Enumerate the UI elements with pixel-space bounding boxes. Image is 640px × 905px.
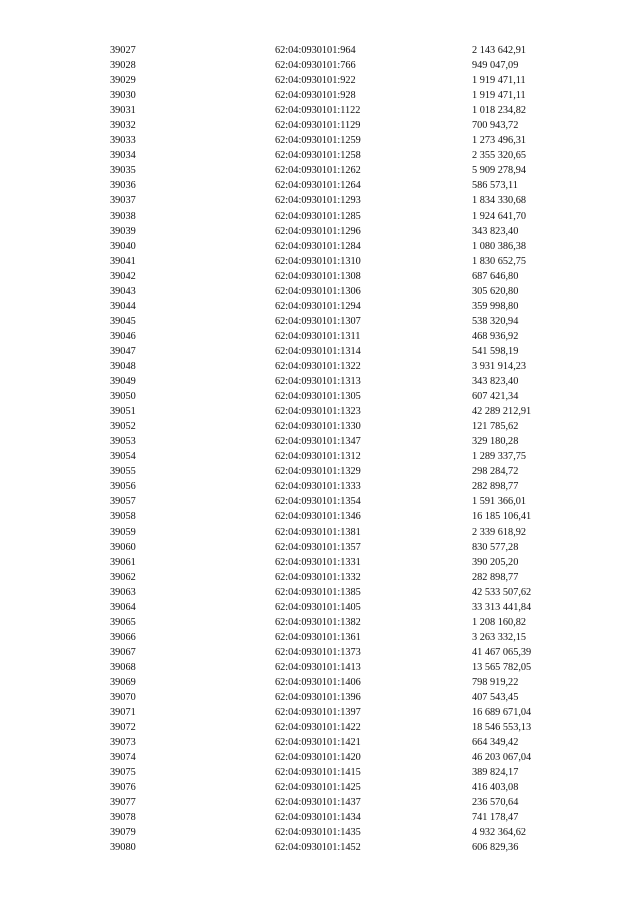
cadastral-value-cell: 16 689 671,04 (472, 707, 532, 719)
table-row (110, 825, 582, 840)
cadastral-value-cell: 407 543,45 (472, 692, 519, 704)
cadastral-number-cell: 62:04:0930101:1373 (275, 646, 361, 658)
cadastral-value-cell: 305 620,80 (472, 285, 519, 297)
row-number-cell: 39061 (110, 556, 136, 568)
row-number-cell: 39073 (110, 737, 136, 749)
table-row (110, 269, 582, 284)
cadastral-number-cell: 62:04:0930101:1264 (275, 180, 361, 192)
row-number-cell: 39045 (110, 315, 136, 327)
table-row (110, 555, 582, 570)
table-row (110, 720, 582, 735)
table-row (110, 284, 582, 299)
row-number-cell: 39074 (110, 752, 136, 764)
cadastral-number-cell: 62:04:0930101:1405 (275, 601, 361, 613)
row-number-cell: 39039 (110, 225, 136, 237)
row-number-cell: 39042 (110, 270, 136, 282)
row-number-cell: 39075 (110, 767, 136, 779)
row-number-cell: 39068 (110, 661, 136, 673)
cadastral-number-cell: 62:04:0930101:1284 (275, 240, 361, 252)
cadastral-value-cell: 343 823,40 (472, 376, 519, 388)
cadastral-number-cell: 62:04:0930101:922 (275, 75, 356, 87)
table-row (110, 404, 582, 419)
cadastral-value-cell: 4 932 364,62 (472, 827, 527, 839)
table-row (110, 585, 582, 600)
row-number-cell: 39038 (110, 210, 136, 222)
table-row (110, 73, 582, 88)
row-number-cell: 39036 (110, 180, 136, 192)
row-number-cell: 39034 (110, 150, 136, 162)
cadastral-number-cell: 62:04:0930101:1382 (275, 616, 361, 628)
cadastral-number-cell: 62:04:0930101:1305 (275, 391, 361, 403)
row-number-cell: 39070 (110, 692, 136, 704)
cadastral-value-cell: 538 320,94 (472, 315, 519, 327)
table-row (110, 660, 582, 675)
row-number-cell: 39064 (110, 601, 136, 613)
table-row (110, 193, 582, 208)
cadastral-value-cell: 359 998,80 (472, 300, 519, 312)
table-row (110, 163, 582, 178)
row-number-cell: 39078 (110, 812, 136, 824)
cadastral-value-cell: 798 919,22 (472, 676, 519, 688)
cadastral-number-cell: 62:04:0930101:1354 (275, 496, 361, 508)
row-number-cell: 39037 (110, 195, 136, 207)
row-number-cell: 39044 (110, 300, 136, 312)
table-row (110, 329, 582, 344)
table-row (110, 209, 582, 224)
row-number-cell: 39059 (110, 526, 136, 538)
cadastral-value-cell: 586 573,11 (472, 180, 518, 192)
cadastral-number-cell: 62:04:0930101:1313 (275, 376, 361, 388)
cadastral-number-cell: 62:04:0930101:1308 (275, 270, 361, 282)
table-row (110, 239, 582, 254)
cadastral-number-cell: 62:04:0930101:1415 (275, 767, 361, 779)
cadastral-number-cell: 62:04:0930101:1435 (275, 827, 361, 839)
cadastral-value-cell: 664 349,42 (472, 737, 519, 749)
cadastral-number-cell: 62:04:0930101:1347 (275, 436, 361, 448)
cadastral-value-cell: 282 898,77 (472, 481, 519, 493)
row-number-cell: 39077 (110, 797, 136, 809)
table-row (110, 494, 582, 509)
cadastral-value-cell: 18 546 553,13 (472, 722, 532, 734)
row-number-cell: 39050 (110, 391, 136, 403)
cadastral-value-cell: 541 598,19 (472, 345, 519, 357)
table-row (110, 58, 582, 73)
cadastral-value-cell: 741 178,47 (472, 812, 519, 824)
row-number-cell: 39051 (110, 406, 136, 418)
table-row (110, 88, 582, 103)
cadastral-value-cell: 5 909 278,94 (472, 165, 527, 177)
cadastral-value-cell: 2 143 642,91 (472, 45, 527, 56)
cadastral-value-cell: 121 785,62 (472, 421, 519, 433)
row-number-cell: 39047 (110, 345, 136, 357)
row-number-cell: 39071 (110, 707, 136, 719)
table-row (110, 765, 582, 780)
row-number-cell: 39054 (110, 451, 136, 463)
row-number-cell: 39072 (110, 722, 136, 734)
cadastral-value-cell: 46 203 067,04 (472, 752, 532, 764)
row-number-cell: 39066 (110, 631, 136, 643)
row-number-cell: 39046 (110, 330, 136, 342)
table-row (110, 645, 582, 660)
cadastral-number-cell: 62:04:0930101:1385 (275, 586, 361, 598)
row-number-cell: 39057 (110, 496, 136, 508)
cadastral-number-cell: 62:04:0930101:964 (275, 45, 356, 56)
cadastral-number-cell: 62:04:0930101:1331 (275, 556, 361, 568)
table-row (110, 449, 582, 464)
row-number-cell: 39032 (110, 120, 136, 132)
cadastral-number-cell: 62:04:0930101:1396 (275, 692, 361, 704)
table-row (110, 43, 582, 58)
table-row (110, 840, 582, 855)
cadastral-number-cell: 62:04:0930101:1421 (275, 737, 361, 749)
cadastral-value-cell: 949 047,09 (472, 60, 519, 72)
row-number-cell: 39060 (110, 541, 136, 553)
table-row (110, 690, 582, 705)
cadastral-value-cell: 416 403,08 (472, 782, 519, 794)
cadastral-number-cell: 62:04:0930101:1129 (275, 120, 361, 132)
table-row (110, 780, 582, 795)
table-row (110, 600, 582, 615)
cadastral-value-cell: 41 467 065,39 (472, 646, 532, 658)
cadastral-number-cell: 62:04:0930101:1312 (275, 451, 361, 463)
cadastral-number-cell: 62:04:0930101:1314 (275, 345, 361, 357)
cadastral-number-cell: 62:04:0930101:1346 (275, 511, 361, 523)
cadastral-value-cell: 1 919 471,11 (472, 75, 526, 87)
table-row (110, 525, 582, 540)
cadastral-number-cell: 62:04:0930101:1332 (275, 571, 361, 583)
row-number-cell: 39080 (110, 842, 136, 854)
table-row (110, 344, 582, 359)
table-row (110, 434, 582, 449)
row-number-cell: 39055 (110, 466, 136, 478)
row-number-cell: 39030 (110, 90, 136, 102)
row-number-cell: 39076 (110, 782, 136, 794)
cadastral-number-cell: 62:04:0930101:1259 (275, 135, 361, 147)
cadastral-number-cell: 62:04:0930101:928 (275, 90, 356, 102)
cadastral-value-cell: 13 565 782,05 (472, 661, 532, 673)
table-row (110, 224, 582, 239)
table-row (110, 178, 582, 193)
cadastral-number-cell: 62:04:0930101:1329 (275, 466, 361, 478)
cadastral-number-cell: 62:04:0930101:1122 (275, 105, 361, 117)
cadastral-number-cell: 62:04:0930101:1452 (275, 842, 361, 854)
table-row (110, 374, 582, 389)
cadastral-number-cell: 62:04:0930101:1381 (275, 526, 361, 538)
cadastral-value-cell: 42 533 507,62 (472, 586, 532, 598)
cadastral-value-cell: 606 829,36 (472, 842, 519, 854)
cadastral-number-cell: 62:04:0930101:1422 (275, 722, 361, 734)
row-number-cell: 39029 (110, 75, 136, 87)
table-row (110, 750, 582, 765)
cadastral-number-cell: 62:04:0930101:1420 (275, 752, 361, 764)
cadastral-value-cell: 3 263 332,15 (472, 631, 527, 643)
cadastral-number-cell: 62:04:0930101:1258 (275, 150, 361, 162)
cadastral-number-cell: 62:04:0930101:1406 (275, 676, 361, 688)
row-number-cell: 39028 (110, 60, 136, 72)
table-row (110, 675, 582, 690)
cadastral-number-cell: 62:04:0930101:1296 (275, 225, 361, 237)
row-number-cell: 39053 (110, 436, 136, 448)
cadastral-value-cell: 1 834 330,68 (472, 195, 527, 207)
cadastral-value-cell: 2 355 320,65 (472, 150, 527, 162)
cadastral-value-cell: 1 208 160,82 (472, 616, 527, 628)
table-row (110, 419, 582, 434)
cadastral-number-cell: 62:04:0930101:1330 (275, 421, 361, 433)
cadastral-value-cell: 1 919 471,11 (472, 90, 526, 102)
table-row (110, 509, 582, 524)
cadastral-number-cell: 62:04:0930101:1310 (275, 255, 361, 267)
table-row (110, 735, 582, 750)
cadastral-number-cell: 62:04:0930101:1323 (275, 406, 361, 418)
row-number-cell: 39069 (110, 676, 136, 688)
cadastral-value-table (110, 43, 582, 856)
table-row (110, 479, 582, 494)
cadastral-number-cell: 62:04:0930101:1413 (275, 661, 361, 673)
row-number-cell: 39041 (110, 255, 136, 267)
cadastral-value-cell: 468 936,92 (472, 330, 519, 342)
cadastral-value-cell: 236 570,64 (472, 797, 519, 809)
cadastral-value-cell: 1 591 366,01 (472, 496, 527, 508)
cadastral-number-cell: 62:04:0930101:1397 (275, 707, 361, 719)
row-number-cell: 39052 (110, 421, 136, 433)
cadastral-value-cell: 282 898,77 (472, 571, 519, 583)
cadastral-value-cell: 700 943,72 (472, 120, 519, 132)
cadastral-number-cell: 62:04:0930101:1294 (275, 300, 361, 312)
table-row (110, 464, 582, 479)
cadastral-number-cell: 62:04:0930101:1434 (275, 812, 361, 824)
cadastral-number-cell: 62:04:0930101:1437 (275, 797, 361, 809)
row-number-cell: 39079 (110, 827, 136, 839)
cadastral-value-cell: 830 577,28 (472, 541, 519, 553)
cadastral-value-cell: 2 339 618,92 (472, 526, 527, 538)
table-row (110, 314, 582, 329)
row-number-cell: 39065 (110, 616, 136, 628)
table-body (110, 43, 582, 856)
cadastral-number-cell: 62:04:0930101:1357 (275, 541, 361, 553)
cadastral-value-cell: 1 018 234,82 (472, 105, 527, 117)
row-number-cell: 39062 (110, 571, 136, 583)
cadastral-value-cell: 1 289 337,75 (472, 451, 527, 463)
cadastral-number-cell: 62:04:0930101:1307 (275, 315, 361, 327)
row-number-cell: 39063 (110, 586, 136, 598)
row-number-cell: 39049 (110, 376, 136, 388)
table-row (110, 389, 582, 404)
table-row (110, 540, 582, 555)
cadastral-value-cell: 1 080 386,38 (472, 240, 527, 252)
row-number-cell: 39048 (110, 360, 136, 372)
cadastral-value-cell: 329 180,28 (472, 436, 519, 448)
row-number-cell: 39043 (110, 285, 136, 297)
cadastral-number-cell: 62:04:0930101:766 (275, 60, 356, 72)
table-row (110, 148, 582, 163)
cadastral-value-cell: 16 185 106,41 (472, 511, 532, 523)
cadastral-value-cell: 343 823,40 (472, 225, 519, 237)
cadastral-number-cell: 62:04:0930101:1262 (275, 165, 361, 177)
table-row (110, 118, 582, 133)
cadastral-value-cell: 1 273 496,31 (472, 135, 527, 147)
cadastral-value-cell: 1 924 641,70 (472, 210, 527, 222)
row-number-cell: 39033 (110, 135, 136, 147)
table-row (110, 630, 582, 645)
row-number-cell: 39040 (110, 240, 136, 252)
cadastral-value-cell: 298 284,72 (472, 466, 519, 478)
cadastral-value-cell: 33 313 441,84 (472, 601, 532, 613)
cadastral-value-cell: 3 931 914,23 (472, 360, 527, 372)
cadastral-number-cell: 62:04:0930101:1322 (275, 360, 361, 372)
cadastral-value-cell: 389 824,17 (472, 767, 519, 779)
row-number-cell: 39067 (110, 646, 136, 658)
table-row (110, 795, 582, 810)
row-number-cell: 39056 (110, 481, 136, 493)
table-row (110, 299, 582, 314)
cadastral-value-cell: 1 830 652,75 (472, 255, 527, 267)
cadastral-value-cell: 390 205,20 (472, 556, 519, 568)
cadastral-number-cell: 62:04:0930101:1285 (275, 210, 361, 222)
table-row (110, 705, 582, 720)
cadastral-value-cell: 42 289 212,91 (472, 406, 532, 418)
cadastral-number-cell: 62:04:0930101:1293 (275, 195, 361, 207)
row-number-cell: 39027 (110, 45, 136, 56)
cadastral-number-cell: 62:04:0930101:1306 (275, 285, 361, 297)
cadastral-value-cell: 607 421,34 (472, 391, 519, 403)
cadastral-value-cell: 687 646,80 (472, 270, 519, 282)
table-row (110, 615, 582, 630)
table-row (110, 103, 582, 118)
cadastral-number-cell: 62:04:0930101:1333 (275, 481, 361, 493)
table-row (110, 133, 582, 148)
table-row (110, 810, 582, 825)
table-row (110, 254, 582, 269)
cadastral-number-cell: 62:04:0930101:1425 (275, 782, 361, 794)
row-number-cell: 39035 (110, 165, 136, 177)
table-row (110, 570, 582, 585)
row-number-cell: 39058 (110, 511, 136, 523)
cadastral-number-cell: 62:04:0930101:1311 (275, 330, 361, 342)
cadastral-number-cell: 62:04:0930101:1361 (275, 631, 361, 643)
row-number-cell: 39031 (110, 105, 136, 117)
table-row (110, 359, 582, 374)
